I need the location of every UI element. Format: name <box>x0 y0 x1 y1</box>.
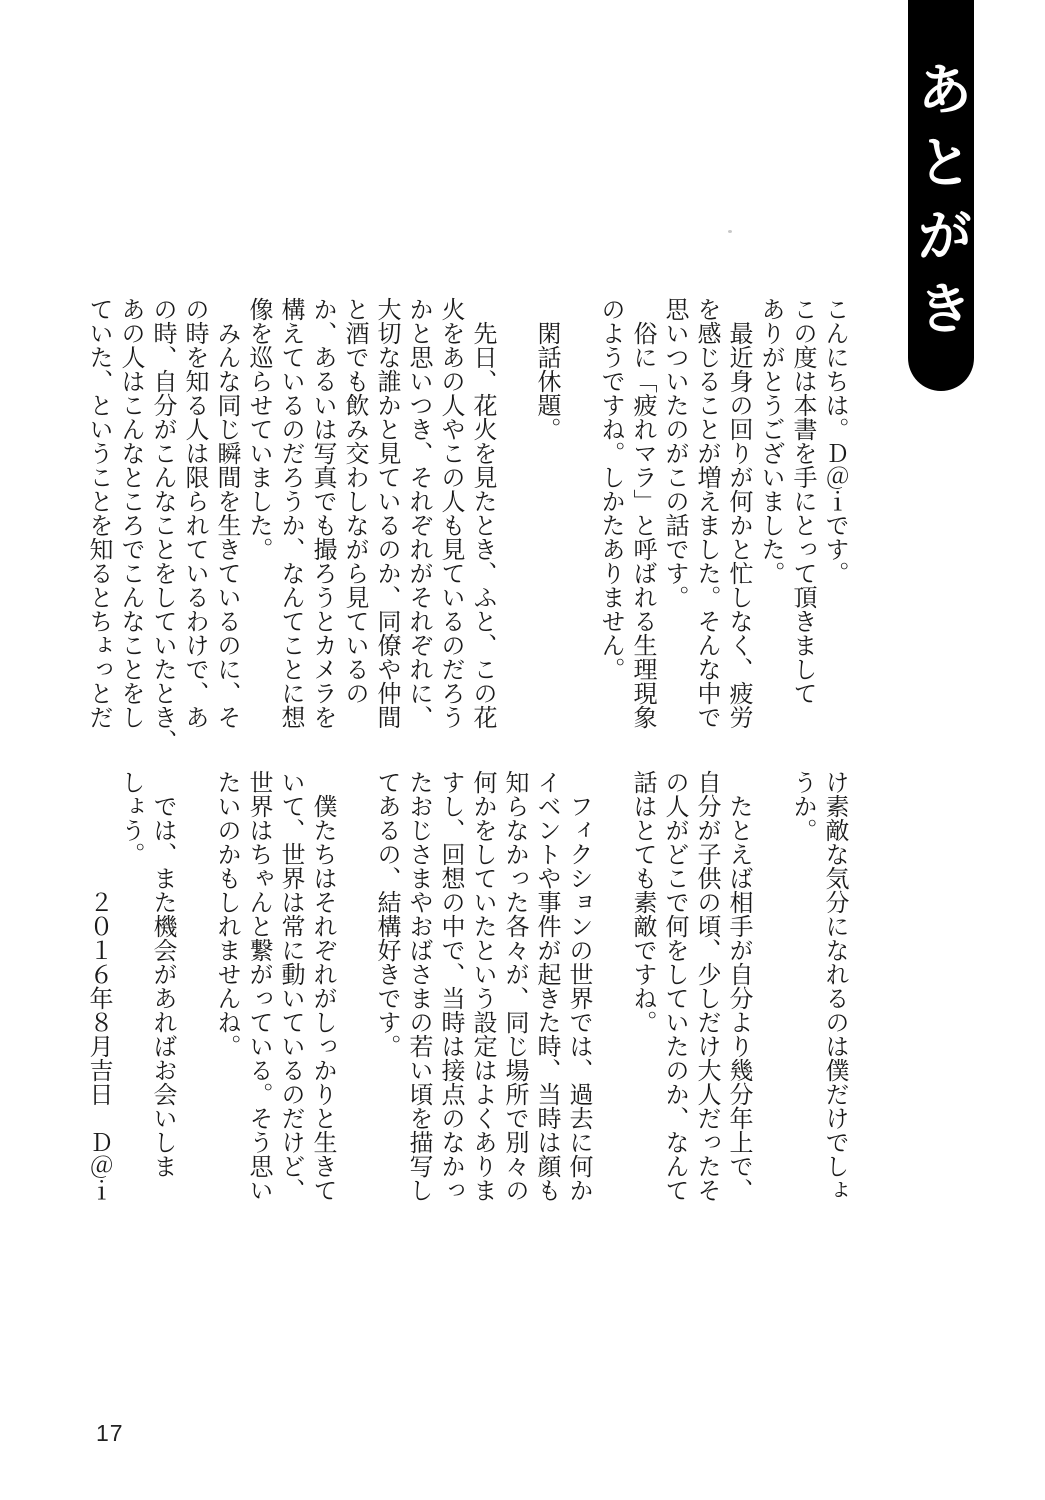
text-column: け素敵な気分になれるのは僕だけでしょ <box>821 770 847 1202</box>
text-column: の時を知る人は限られているわけで、あ <box>181 297 207 729</box>
text-column <box>562 297 594 775</box>
text-column: てあるの、結構好きです。 <box>373 770 399 1058</box>
text-column: たとえば相手が自分より幾分年上で、 <box>725 770 751 1202</box>
afterword-text-block-2 <box>82 770 850 1248</box>
text-column: かと思いつき、それぞれがそれぞれに、 <box>405 297 431 729</box>
text-column: 大切な誰かと見ているのか、同僚や仲間 <box>373 297 399 729</box>
text-column: 構えているのだろうか、なんてことに想 <box>277 297 303 729</box>
scan-speck <box>728 230 732 233</box>
text-column: 俗に「疲れマラ」と呼ばれる生理現象 <box>629 297 655 729</box>
text-column: 話はとても素敵ですね。 <box>629 770 655 1034</box>
text-column <box>594 770 626 1248</box>
afterword-title-banner <box>908 0 974 391</box>
text-column: 僕たちはそれぞれがしっかりと生きて <box>309 770 335 1202</box>
text-column: か、あるいは写真でも撮ろうとカメラを <box>309 297 335 729</box>
text-column: うか。 <box>789 770 815 842</box>
text-column: みんな同じ瞬間を生きているのに、そ <box>213 297 239 729</box>
text-column: と酒でも飲み交わしながら見ているの <box>341 297 367 705</box>
signature-column: ２０１６年８月吉日 Ｄ＠ｉ <box>85 890 111 1202</box>
text-column: あの人はこんなところでこんなことをし <box>117 297 143 729</box>
text-column: 思いついたのがこの話です。 <box>661 297 687 609</box>
text-column: フィクションの世界では、過去に何か <box>565 770 591 1202</box>
page-title: あとがき <box>910 60 973 352</box>
text-column: すし、回想の中で、当時は接点のなかっ <box>437 770 463 1202</box>
text-column: たおじさまやおばさまの若い頃を描写し <box>405 770 431 1202</box>
text-column: ありがとうございました。 <box>757 297 783 585</box>
text-column: 最近身の回りが何かと忙しなく、疲労 <box>725 297 751 729</box>
afterword-text-block-1 <box>82 297 850 775</box>
text-column: 自分が子供の頃、少しだけ大人だったそ <box>693 770 719 1202</box>
text-column: こんにちは。Ｄ＠ｉです。 <box>821 297 847 585</box>
text-column: 像を巡らせていました。 <box>245 297 271 561</box>
text-column: の人がどこで何をしていたのか、なんて <box>661 770 687 1202</box>
text-column: の時、自分がこんなことをしていたとき、 <box>149 297 175 753</box>
text-column: ていた、ということを知るとちょっとだ <box>85 297 111 729</box>
text-column <box>338 770 370 1248</box>
text-column: を感じることが増えました。そんな中で <box>693 297 719 729</box>
text-column <box>754 770 786 1248</box>
text-column: たいのかもしれませんね。 <box>213 770 239 1058</box>
page-number: 17 <box>96 1420 124 1446</box>
text-column: 知らなかった各々が、同じ場所で別々の <box>501 770 527 1202</box>
text-column: 何かをしていたという設定はよくありま <box>469 770 495 1202</box>
text-column: のようですね。しかたありません。 <box>597 297 623 681</box>
text-column: 世界はちゃんと繋がっている。そう思い <box>245 770 271 1202</box>
text-column: イベントや事件が起きた時、当時は顔も <box>533 770 559 1202</box>
text-column: 閑話休題。 <box>533 297 559 441</box>
text-column: しょう。 <box>117 770 143 866</box>
text-column: 火をあの人やこの人も見ているのだろう <box>437 297 463 729</box>
text-column: 先日、花火を見たとき、ふと、この花 <box>469 297 495 729</box>
text-column: では、また機会があればお会いしま <box>149 770 175 1178</box>
text-column: いて、世界は常に動いているのだけど、 <box>277 770 303 1202</box>
text-column <box>498 297 530 775</box>
text-column: この度は本書を手にとって頂きまして <box>789 297 815 705</box>
text-column <box>178 770 210 1248</box>
